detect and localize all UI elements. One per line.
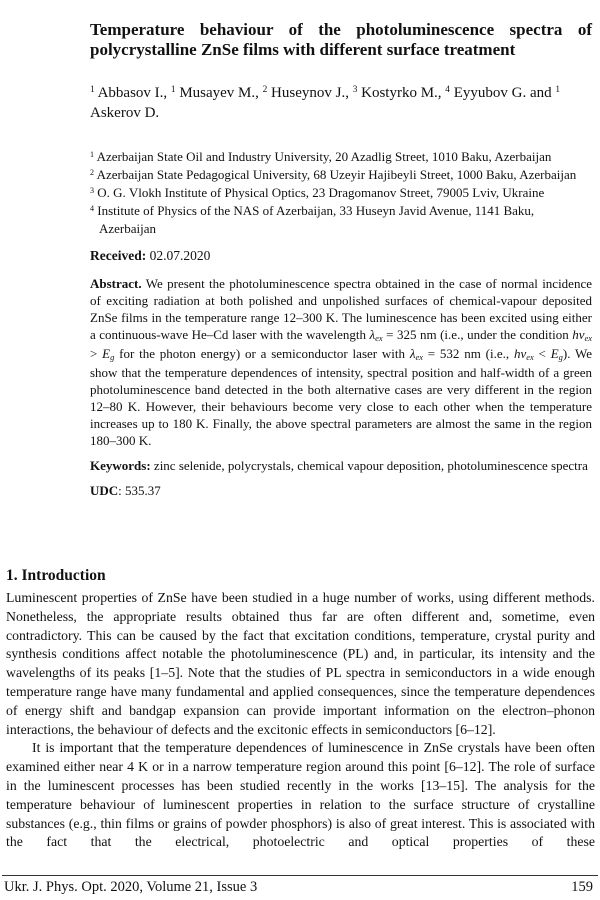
- affiliation-text: Azerbaijan State Oil and Industry University, 20 Azadlig Street, 1010 Baku, Azerbaijan: [96, 149, 552, 164]
- abstract: Abstract. We present the photoluminescence spectra obtained in the case of normal incidence of exciting radiation at both polished and unpolished surfaces of chemical-vapour deposited ZnSe films in the temperature range 12–300 K. The luminescence has been excited using either a continuous-wave He–Cd laser with the wavelength λex = 325 nm (i.e., under the condition hνex > Eg for the photon energy) or a semiconductor laser with λex = 532 nm (i.e., hνex < Eg). We show that the temperature dependences of intensity, spectral position and half-width of a green photoluminescence band detected in the both alternative cases are very different in the region 12–80 K. However, their behaviours become very close to each other when the temperature increases up to 180 K. Finally, the above spectral parameters are almost the same in the region 180–300 K.: [90, 276, 593, 448]
- affiliation-number: 3: [90, 185, 95, 195]
- author-list: $^1$ Abbasov I., $^1$ Musayev M., $^2$ Huseynov J., $^3$ Kostyrko M., $^4$ Eyyubov G. and $^1$ Askerov D.: [90, 85, 561, 121]
- front-matter: [90, 20, 592, 499]
- affiliation-text: Institute of Physics of the NAS of Azerbaijan, 33 Huseyn Javid Avenue, 1141 Baku, Azerbaijan: [97, 203, 535, 236]
- affiliation-item: [90, 149, 592, 167]
- affiliation-item: [90, 167, 592, 185]
- received-date: 02.07.2020: [149, 248, 211, 263]
- affiliation-list: [90, 149, 592, 237]
- udc-label: UDC: [90, 483, 119, 498]
- affiliation-item: [90, 185, 592, 203]
- affiliation-item: [90, 203, 592, 237]
- keywords-line: [90, 457, 592, 474]
- affiliation-text: O. G. Vlokh Institute of Physical Optics, 23 Dragomanov Street, 79005 Lviv, Ukraine: [97, 185, 545, 200]
- keywords-label: Keywords:: [90, 458, 151, 473]
- affiliation-number: 2: [90, 167, 95, 177]
- affiliation-number: 1: [90, 149, 95, 159]
- received-label: Received:: [90, 248, 147, 263]
- page-number: 159: [571, 879, 593, 895]
- introduction-section: [6, 566, 595, 852]
- udc-line: [90, 482, 592, 499]
- page-footer: [2, 875, 598, 896]
- affiliation-number: 4: [90, 203, 95, 213]
- section-heading: 1. Introduction: [6, 567, 106, 584]
- paper-title: Temperature behaviour of the photoluminescence spectra of polycrystalline ZnSe films with different surface treatment: [90, 20, 592, 59]
- affiliation-text: Azerbaijan State Pedagogical University, 68 Uzeyir Hajibeyli Street, 1000 Baku, Azerbaijan: [96, 167, 577, 182]
- udc-value: : 535.37: [118, 483, 161, 498]
- paragraph: Luminescent properties of ZnSe have been studied in a huge number of works, using different methods. Nonetheless, the appropriate results obtained thus far are often different and, sometime, even contradictory. This can be caused by the fact that excitation conditions, temperature, crystal purity and synthesis conditions affect notable the photoluminescence (PL) and, in particular, its intensity and the wavelengths of its peaks [1–5]. Note that the studies of PL spectra in semiconductors in a wide enough temperature range have many fundamental and applied consequences, since the temperature dependences of energy shift and bandgap expansion can provide important information on the electron–phonon interactions, the behaviour of defects and the excitonic effects in semiconductors [6–12].: [6, 590, 595, 737]
- received-line: [90, 247, 592, 264]
- paragraph: It is important that the temperature dependences of luminescence in ZnSe crystals have been often examined either near 4 K or in a narrow temperature region around this point [6–12]. The role of surface in the luminescent processes has been studied recently in the works [13–15]. The analysis for the temperature behaviour of luminescent properties in relation to the surface structure of crystalline substances (e.g., thin films or grains of powder phosphors) is also of great interest. This is associated with the fact that the electrical, photoelectric and optical properties of these: [6, 740, 595, 850]
- journal-reference: Ukr. J. Phys. Opt. 2020, Volume 21, Issue 3: [4, 879, 258, 895]
- keywords-text: zinc selenide, polycrystals, chemical vapour deposition, photoluminescence spectra: [153, 458, 588, 473]
